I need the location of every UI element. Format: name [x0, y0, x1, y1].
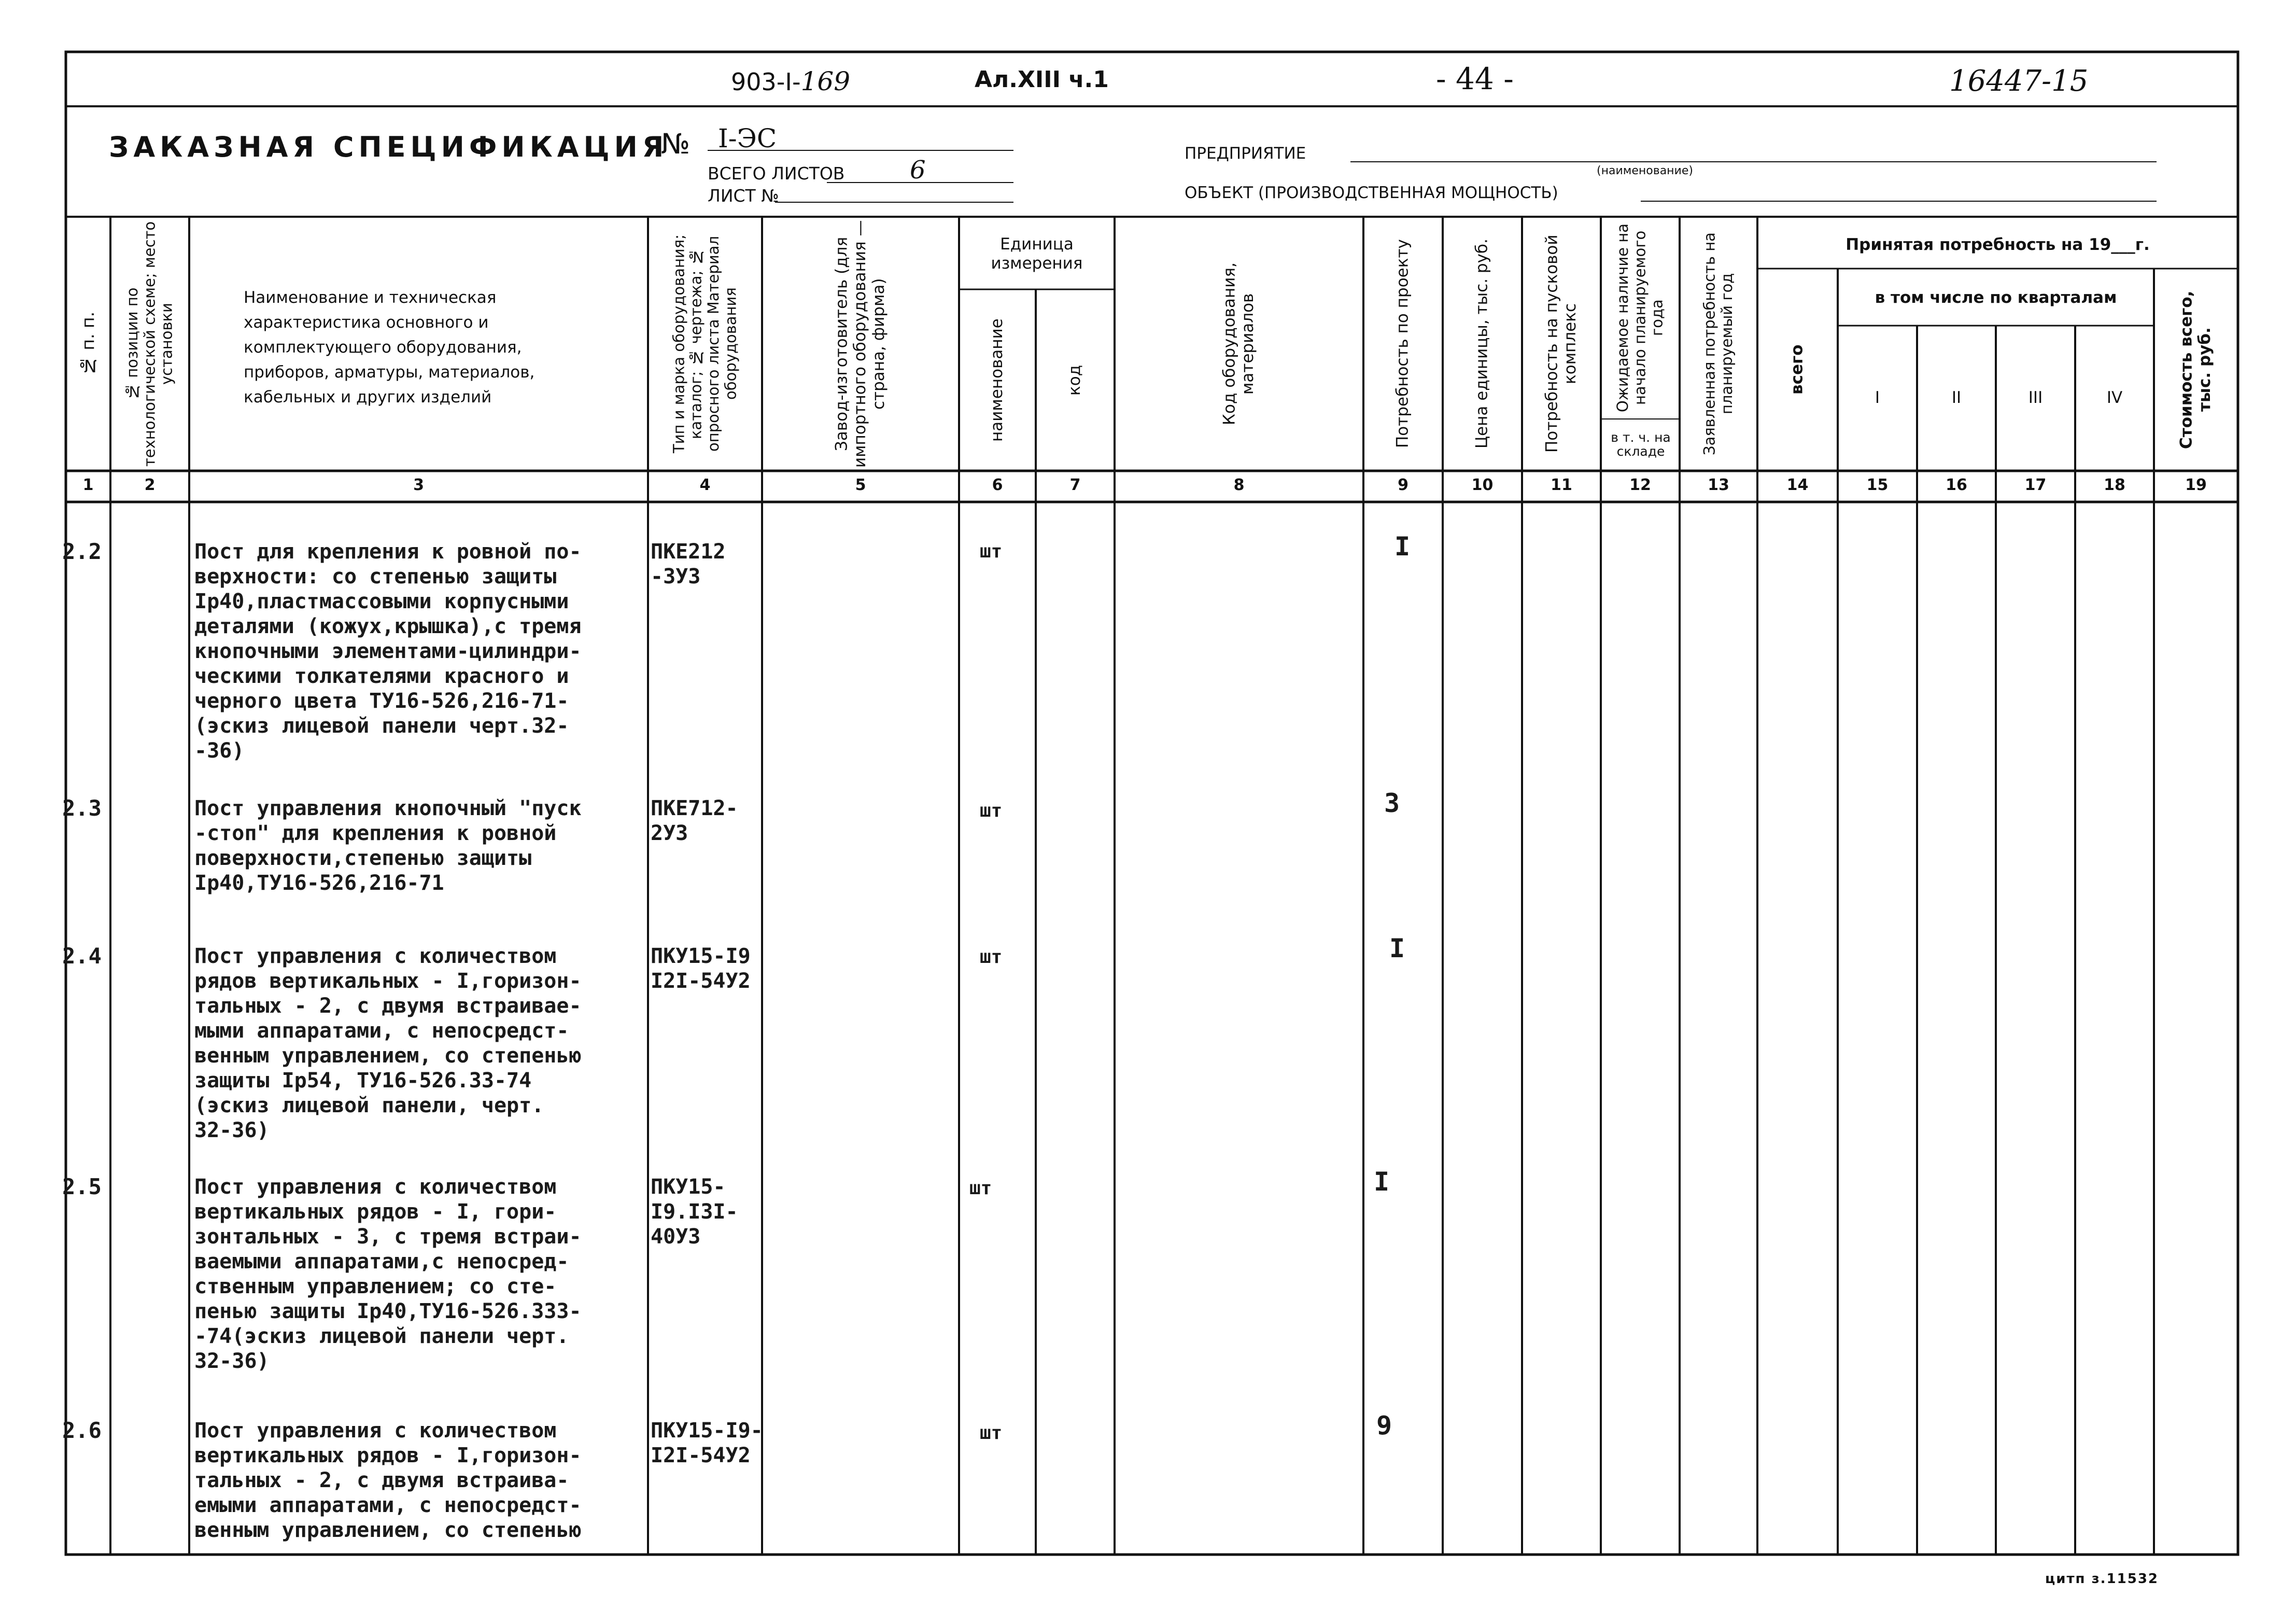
row-position: 2.3 [62, 795, 102, 821]
sheets-total-label: ВСЕГО ЛИСТОВ [708, 163, 845, 184]
form-title: ЗАКАЗНАЯ СПЕЦИФИКАЦИЯ [109, 131, 669, 163]
enterprise-label: ПРЕДПРИЯТИЕ [1185, 144, 1306, 163]
col-number: 6 [992, 476, 1003, 494]
col6-header: наименование [988, 318, 1007, 442]
row-type: ПКУ15-I9- I2I-54У2 [651, 1419, 763, 1467]
col11-header: Потребность на пусковой комплекс [1542, 234, 1580, 453]
col14-header: всего [1787, 344, 1807, 395]
col-number: 13 [1708, 476, 1729, 494]
col8-header: Код оборудования, материалов [1220, 262, 1257, 425]
row-unit: шт [980, 541, 1003, 562]
row-type: ПКУ15- I9.I3I- 40У3 [651, 1175, 738, 1249]
sheet-no-label: ЛИСТ № [708, 186, 779, 206]
row-position: 2.4 [62, 943, 102, 969]
object-label: ОБЪЕКТ (ПРОИЗВОДСТВЕННАЯ МОЩНОСТЬ) [1185, 184, 1558, 202]
doc-series [731, 66, 850, 96]
col18-header: IV [2106, 388, 2123, 408]
row-name: Пост управления с количеством вертикальных рядов - I, гори- зонтальных - 3, с тремя встраи- ваемыми аппаратами,с непосред- ственным управлением; со сте- пенью защиты Iр40,ТУ16-526.333- -74(эскиз лицевой панели черт. 32-36) [194, 1175, 582, 1373]
col-number: 18 [2104, 476, 2125, 494]
page-number: - 44 - [1436, 61, 1514, 96]
row-unit: шт [980, 946, 1003, 968]
col-number: 17 [2024, 476, 2047, 494]
name-hint: (наименование) [1597, 164, 1693, 177]
col17-header: III [2028, 388, 2043, 408]
col-number: 4 [699, 476, 711, 494]
col7-header: код [1065, 365, 1084, 396]
col-number: 12 [1629, 476, 1651, 494]
col-number: 14 [1786, 476, 1809, 494]
row-name: Пост управления с количеством вертикальных рядов - I,горизон- тальных - 2, с двумя встраива- емыми аппаратами, с непосредст- венным управлением, со степенью [194, 1419, 582, 1542]
col-number: 9 [1398, 476, 1408, 494]
col-number: 8 [1233, 476, 1245, 494]
col10-header: Цена единицы, тыс. руб. [1472, 239, 1491, 449]
row-qty: I [1389, 933, 1405, 963]
col-number: 15 [1866, 476, 1889, 494]
row-unit: шт [980, 1422, 1003, 1444]
row-name: Пост управления с количеством рядов вертикальных - I,горизон- тальных - 2, с двумя встраивае- мыми аппаратами, с непосредст- венным управлением, со степенью защиты Iр54, ТУ16-526.33-74 (эскиз лицевой панели, черт. 32-36) [194, 944, 582, 1142]
row-position: 2.6 [62, 1418, 102, 1443]
col15-header: I [1875, 388, 1880, 408]
row-name: Пост для крепления к ровной по- верхности: со степенью защиты Iр40,пластмассовыми корпусными деталями (кожух,крышка),с тремя кнопочными элементами-цилиндри- ческими толкателями красного и черного цвета ТУ16-526,216-71- (эскиз лицевой панели черт.32- -36) [194, 540, 582, 763]
footer-stamp: цитп з.11532 [2045, 1571, 2159, 1587]
col-number: 5 [855, 476, 866, 494]
row-qty: 9 [1376, 1410, 1392, 1440]
row-qty: I [1374, 1167, 1390, 1197]
col12-header: Ожидаемое наличие на начало планируемого года [1613, 223, 1666, 413]
row-qty: 3 [1384, 788, 1400, 818]
quarters-group-header: в том числе по кварталам [1875, 288, 2117, 307]
col-number: 2 [144, 476, 156, 494]
col19-header: Стоимость всего, тыс. руб. [2177, 290, 2214, 449]
col-number: 16 [1946, 476, 1967, 494]
accepted-group-header: Принятая потребность на 19___г. [1846, 235, 2150, 254]
spec-no-value: I-ЭС [718, 123, 777, 153]
row-type: ПКЕ712- 2У3 [651, 796, 738, 845]
doc-series-handwritten: 169 [800, 66, 851, 96]
row-position: 2.5 [62, 1174, 102, 1199]
doc-series-print: 903-I- [731, 68, 801, 96]
doc-code: 16447-15 [1949, 64, 2089, 98]
col12-sub-header: в т. ч. на складе [1611, 430, 1671, 459]
row-unit: шт [969, 1178, 992, 1199]
col13-header: Заявленная потребность на планируемый год [1700, 232, 1736, 455]
row-position: 2.2 [62, 539, 102, 564]
col3-header: Наименование и техническая характеристика основного и комплектующего оборудования, приборов, арматуры, материалов, кабельных и других изделий [244, 288, 535, 407]
col-number: 1 [82, 476, 94, 494]
col9-header: Потребность по проекту [1393, 239, 1412, 449]
col5-header: Завод-изготовитель (для импортного оборудования —страна, фирма) [832, 220, 888, 468]
row-type: ПКУ15-I9 I2I-54У2 [651, 944, 751, 993]
spec-no-label: № [661, 128, 691, 160]
sheets-total-value: 6 [910, 156, 926, 185]
col-number: 11 [1551, 476, 1572, 494]
col-number: 3 [413, 476, 424, 494]
row-type: ПКЕ212 -3У3 [651, 540, 726, 589]
col1-header: № п. п. [78, 311, 98, 376]
row-name: Пост управления кнопочный "пуск -стоп" для крепления к ровной поверхности,степенью защиты Iр40,ТУ16-526,216-71 [194, 796, 582, 895]
col4-header: Тип и марка оборудования; каталог; № чертежа; № опросного листа Материал оборудования [670, 234, 740, 453]
album-ref: Ал.XIII ч.1 [975, 66, 1109, 93]
col-number: 7 [1069, 476, 1081, 494]
unit-group-header: Единица измерения [991, 234, 1083, 273]
col16-header: II [1951, 388, 1962, 408]
col-number: 10 [1471, 476, 1494, 494]
row-qty: I [1394, 531, 1411, 562]
row-unit: шт [980, 800, 1003, 821]
col-number: 19 [2185, 476, 2207, 494]
col2-header: № позиции по технологической схеме; место установки [123, 221, 176, 467]
